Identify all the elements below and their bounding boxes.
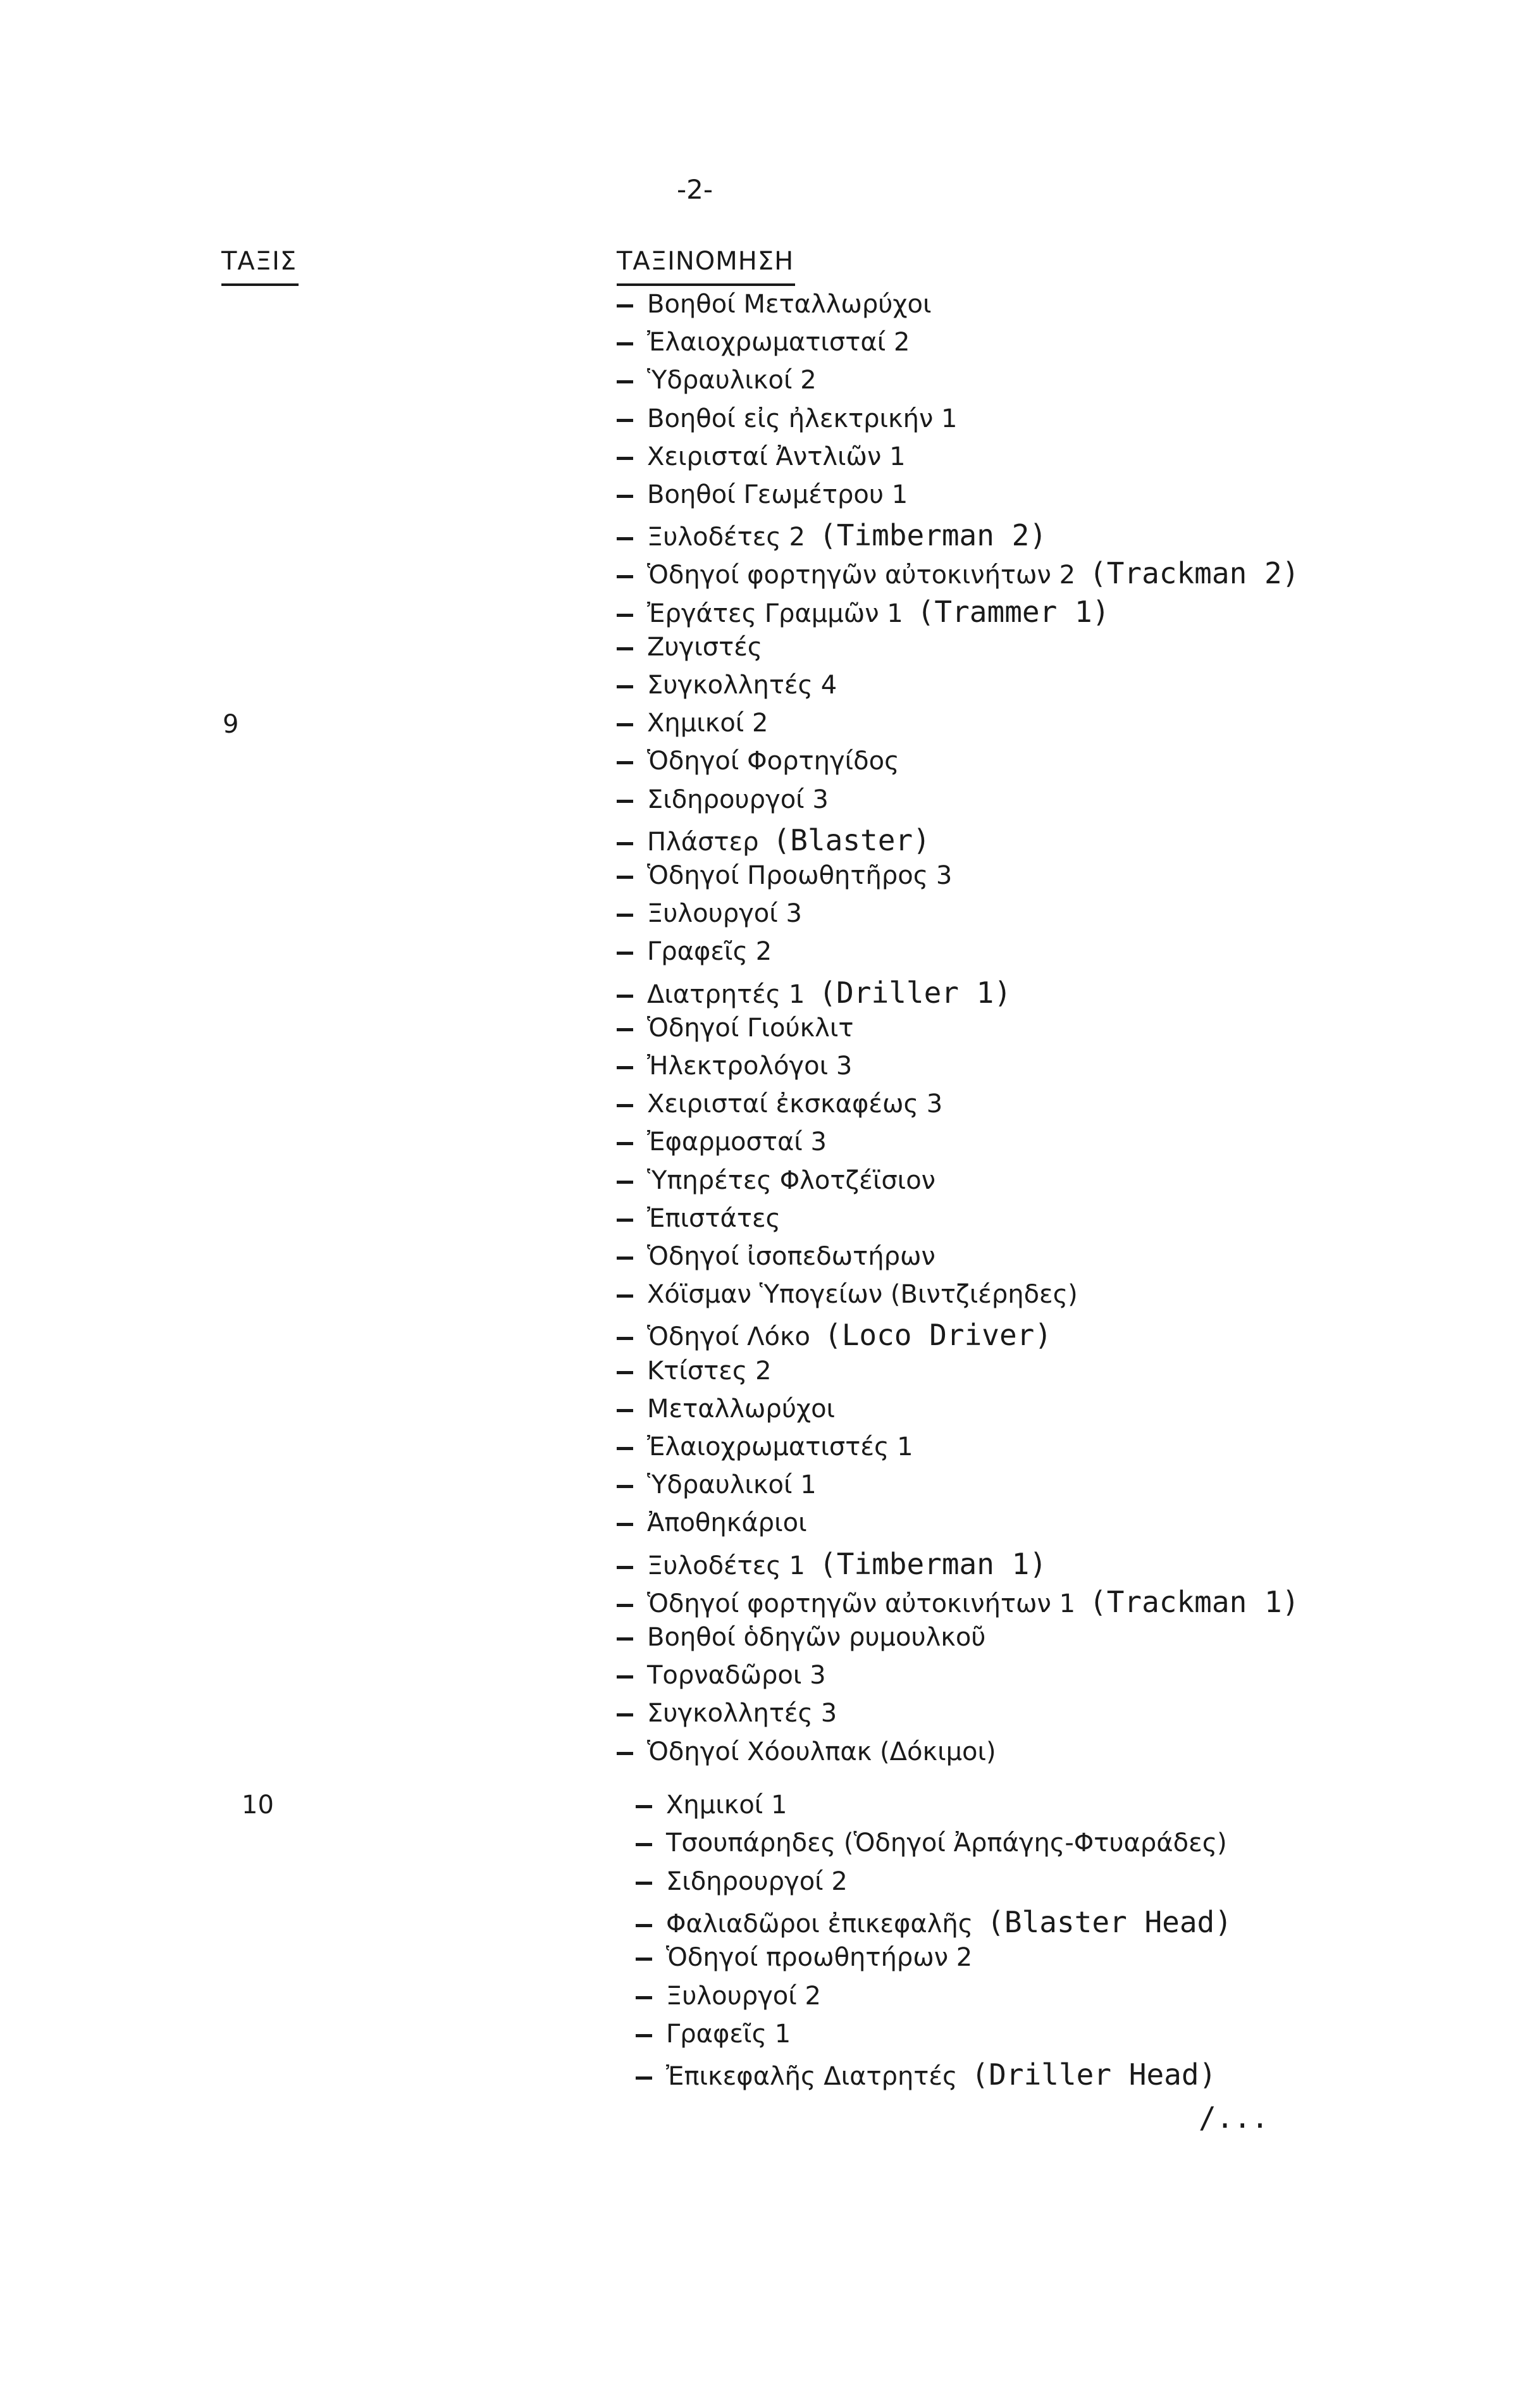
- dash-marker: [617, 1485, 633, 1488]
- item-text: Βοηθοί Γεωμέτρου 1: [647, 480, 908, 509]
- dash-marker: [636, 1924, 652, 1927]
- list-item: [617, 976, 1011, 1010]
- dash-marker: [617, 1637, 633, 1641]
- list-item: [617, 747, 899, 776]
- item-text: Ἐπιστάτες: [647, 1204, 781, 1233]
- list-item: [617, 1318, 1052, 1352]
- dash-marker: [617, 876, 633, 879]
- dash-marker: [617, 914, 633, 917]
- item-text: Σιδηρουργοί 3: [647, 785, 829, 814]
- dash-marker: [617, 995, 633, 998]
- dash-marker: [617, 1604, 633, 1607]
- dash-marker: [617, 1142, 633, 1145]
- dash-marker: [636, 1843, 652, 1846]
- item-text: Ὁδηγοί Λόκο: [647, 1322, 811, 1351]
- list-item: [617, 442, 906, 471]
- list-item: [617, 709, 768, 738]
- dash-marker: [617, 1028, 633, 1031]
- list-item: [617, 480, 908, 509]
- list-item: [617, 1052, 852, 1081]
- list-item: [617, 1699, 837, 1728]
- list-item: [617, 1242, 935, 1271]
- item-english-note: (Blaster): [772, 823, 930, 857]
- list-item: [617, 861, 952, 890]
- item-english-note: (Trackman 1): [1089, 1585, 1300, 1619]
- header-classification-underline: [617, 283, 795, 286]
- list-item: [617, 1432, 913, 1462]
- dash-marker: [617, 1104, 633, 1107]
- list-item: [617, 823, 930, 857]
- item-text: Ξυλοδέτες 1: [647, 1551, 805, 1580]
- dash-marker: [617, 1566, 633, 1569]
- list-item: [636, 1982, 821, 2011]
- item-text: Ζυγιστές: [647, 633, 763, 662]
- dash-marker: [617, 952, 633, 955]
- dash-marker: [636, 1882, 652, 1885]
- list-item: [617, 1737, 996, 1766]
- list-item: [617, 937, 772, 966]
- item-text: Χόϊσμαν Ὑπογείων (Βιντζιέρηδες): [647, 1280, 1078, 1309]
- item-text: Ὁδηγοί ἰσοπεδωτήρων: [647, 1242, 935, 1271]
- list-item: [617, 1204, 781, 1233]
- item-text: Χημικοί 2: [647, 709, 769, 738]
- item-english-note: (Timberman 1): [819, 1547, 1047, 1581]
- list-item: [617, 1166, 935, 1195]
- dash-marker: [617, 842, 633, 845]
- item-text: Συγκολλητές 4: [647, 671, 837, 700]
- item-text: Συγκολλητές 3: [647, 1699, 837, 1728]
- list-item: [617, 290, 932, 319]
- list-item: [636, 1867, 848, 1896]
- list-item: [617, 1585, 1299, 1619]
- dash-marker: [617, 1713, 633, 1716]
- item-text: Χειρισταί Ἀντλιῶν 1: [647, 442, 906, 471]
- dash-marker: [617, 1337, 633, 1340]
- item-text: Φαλιαδῶροι ἐπικεφαλῆς: [666, 1909, 973, 1939]
- list-item: [617, 1394, 835, 1424]
- list-item: [617, 1127, 827, 1157]
- page-number: -2-: [677, 174, 713, 205]
- list-item: [617, 1280, 1078, 1309]
- dash-marker: [617, 575, 633, 578]
- list-item: [617, 1089, 942, 1119]
- dash-marker: [617, 1181, 633, 1184]
- item-text: Πλάστερ: [647, 828, 759, 857]
- dash-marker: [617, 1219, 633, 1222]
- dash-marker: [617, 1675, 633, 1679]
- item-text: Ὁδηγοί φορτηγῶν αὐτοκινήτων 1: [647, 1589, 1076, 1618]
- dash-marker: [617, 419, 633, 422]
- item-text: Ἐργάτες Γραμμῶν 1: [647, 599, 903, 628]
- item-english-note: (Blaster Head): [987, 1905, 1232, 1939]
- item-text: Γραφεῖς 1: [666, 2020, 791, 2049]
- item-text: Ἐπικεφαλῆς Διατρητές: [666, 2062, 958, 2091]
- list-item: [617, 785, 829, 814]
- item-english-note: (Trackman 2): [1089, 556, 1300, 590]
- dash-marker: [617, 1294, 633, 1298]
- list-item: [636, 1905, 1232, 1939]
- list-item: [617, 366, 817, 395]
- item-text: Γραφεῖς 2: [647, 937, 772, 966]
- item-text: Βοηθοί Μεταλλωρύχοι: [647, 290, 932, 319]
- list-item: [617, 1623, 985, 1652]
- header-class: ΤΑΞΙΣ: [221, 247, 297, 276]
- item-text: Ὑδραυλικοί 1: [647, 1470, 817, 1499]
- dash-marker: [617, 647, 633, 650]
- list-item: [636, 1790, 787, 1820]
- item-text: Ὑδραυλικοί 2: [647, 366, 817, 395]
- list-item: [617, 1508, 807, 1537]
- list-item: [636, 1943, 972, 1972]
- item-text: Ὑπηρέτες Φλοτζέϊσιον: [647, 1166, 936, 1195]
- item-text: Ὁδηγοί Προωθητῆρος 3: [647, 861, 953, 890]
- list-item: [617, 1547, 1047, 1581]
- item-text: Ἐλαιοχρωματιστές 1: [647, 1432, 913, 1462]
- list-item: [617, 1661, 826, 1690]
- dash-marker: [617, 1447, 633, 1450]
- list-item: [617, 595, 1109, 629]
- item-text: Ὁδηγοί προωθητήρων 2: [666, 1943, 973, 1972]
- item-text: Χειρισταί ἐκσκαφέως 3: [647, 1089, 943, 1119]
- class-number: 9: [223, 710, 239, 739]
- dash-marker: [617, 761, 633, 764]
- dash-marker: [617, 342, 633, 345]
- list-item: [617, 1356, 772, 1386]
- item-text: Ξυλουργοί 2: [666, 1982, 821, 2011]
- dash-marker: [636, 1996, 652, 1999]
- dash-marker: [617, 1257, 633, 1260]
- item-text: Ἠλεκτρολόγοι 3: [647, 1052, 853, 1081]
- dash-marker: [617, 1523, 633, 1526]
- list-item: [636, 2057, 1216, 2092]
- list-item: [617, 899, 802, 928]
- dash-marker: [617, 1409, 633, 1412]
- item-english-note: (Timberman 2): [819, 518, 1047, 552]
- dash-marker: [617, 1752, 633, 1755]
- header-class-underline: [221, 283, 299, 286]
- item-english-note: (Loco Driver): [824, 1318, 1053, 1352]
- list-item: [617, 671, 837, 700]
- item-text: Ξυλοδέτες 2: [647, 523, 805, 552]
- dash-marker: [617, 1371, 633, 1374]
- item-text: Ὁδηγοί Φορτηγίδος: [647, 747, 899, 776]
- dash-marker: [617, 537, 633, 540]
- item-text: Ἀποθηκάριοι: [647, 1508, 807, 1537]
- list-item: [617, 1470, 817, 1499]
- item-text: Τορναδῶροι 3: [647, 1661, 826, 1690]
- dash-marker: [636, 1805, 652, 1808]
- item-english-note: (Trammer 1): [917, 595, 1110, 629]
- item-text: Χημικοί 1: [666, 1790, 787, 1820]
- list-item: [617, 1014, 853, 1043]
- list-item: [617, 633, 762, 662]
- list-item: [636, 2020, 791, 2049]
- class-number: 10: [242, 1790, 274, 1820]
- item-text: Σιδηρουργοί 2: [666, 1867, 848, 1896]
- dash-marker: [617, 380, 633, 383]
- item-text: Κτίστες 2: [647, 1356, 772, 1386]
- item-text: Βοηθοί εἰς ἠλεκτρικήν 1: [647, 404, 958, 433]
- item-text: Ὁδηγοί φορτηγῶν αὐτοκινήτων 2: [647, 561, 1076, 590]
- item-text: Μεταλλωρύχοι: [647, 1394, 836, 1424]
- dash-marker: [636, 2034, 652, 2037]
- list-item: [617, 328, 910, 357]
- item-english-note: (Driller Head): [971, 2057, 1217, 2092]
- dash-marker: [617, 1066, 633, 1069]
- dash-marker: [636, 1958, 652, 1961]
- item-text: Ἐλαιοχρωματισταί 2: [647, 328, 910, 357]
- dash-marker: [617, 800, 633, 803]
- item-text: Ὁδηγοί Γιούκλιτ: [647, 1014, 854, 1043]
- list-item: [636, 1828, 1227, 1858]
- item-text: Ἐφαρμοσταί 3: [647, 1127, 827, 1157]
- dash-marker: [636, 2076, 652, 2080]
- item-text: Ὁδηγοί Χόουλπακ (Δόκιμοι): [647, 1737, 996, 1766]
- item-text: Βοηθοί ὁδηγῶν ρυμουλκοῦ: [647, 1623, 986, 1652]
- dash-marker: [617, 723, 633, 726]
- dash-marker: [617, 457, 633, 460]
- header-classification: ΤΑΞΙΝΟΜΗΣΗ: [617, 247, 794, 276]
- list-item: [617, 404, 957, 433]
- dash-marker: [617, 614, 633, 617]
- item-text: Διατρητές 1: [647, 980, 805, 1009]
- item-english-note: (Driller 1): [818, 976, 1012, 1010]
- dash-marker: [617, 685, 633, 688]
- dash-marker: [617, 495, 633, 498]
- list-item: [617, 556, 1299, 590]
- item-text: Τσουπάρηδες (Ὁδηγοί Ἀρπάγης-Φτυαράδες): [666, 1828, 1227, 1858]
- dash-marker: [617, 304, 633, 307]
- list-item: [617, 518, 1047, 552]
- item-text: Ξυλουργοί 3: [647, 899, 802, 928]
- continuation-mark: /...: [1199, 2101, 1269, 2135]
